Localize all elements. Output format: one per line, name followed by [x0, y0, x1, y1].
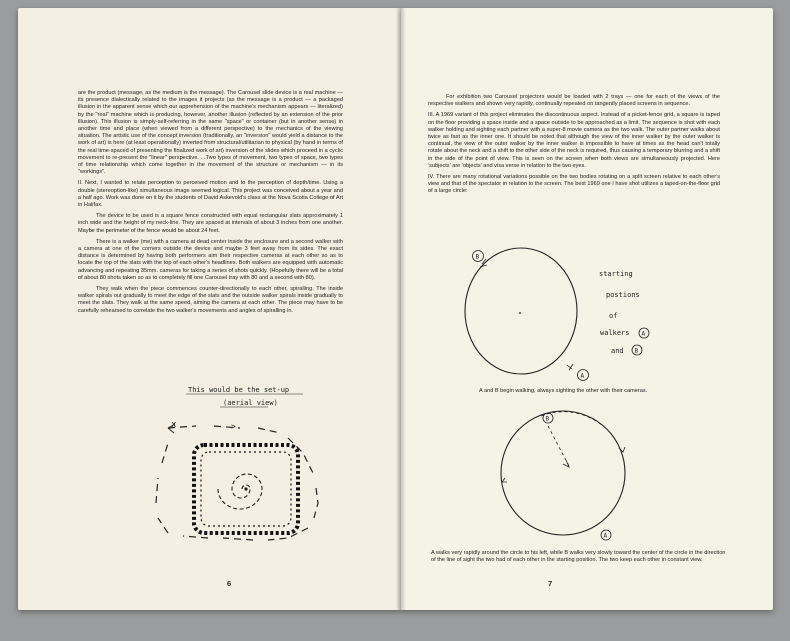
- svg-text:A: A: [641, 330, 646, 338]
- right-page: [401, 8, 773, 610]
- paragraph: are the product (message, as the medium is the message). The Carousel slide device is a real machine — its presence dialectically related to the images it projects (as the message is a product — a packaged illusion in the apparent sense which our apprehension of the machine's mechanism appears — literalized) by the "real" machine which is producing, however, another illusion (reflected by an extension of the prior illusion). This illusion is simply-self-referring in the same "space" or container (but in another sense) in another time and place (when viewed from a different perspective) to the mechanics of the viewing situation. The artistic use of the concept inversion (traditionally, an "inversion" would yield a distance to the work of art) is here (at least operationally) inverted from structural/utilitarian to physical (by hand in terms of the real time-spaced of presenting the finalized work of art) inversion of the slides which proceed in a cyclic movement to re-present the "linear" perspective. . .Two types of movement, two types of space, two types of time relationship which come together in the movement of the structure or mechanism — in its "workings".: [78, 90, 343, 176]
- paragraph: They walk when the piece commences counter-directionally to each other, spiralling. The inside walker spirals out gradually to meet the edge of the slats and the outside walker spirals inside gradually to meet the slats. They walk at the same speed, aiming the camera at each other. The piece may have to be carefully rehearsed to correlate the two walker's movements and angles of spiralling in.: [78, 286, 343, 314]
- page-number: 6: [227, 579, 232, 588]
- paragraph: III. A 1969 variant of this project eliminates the discontinuous aspect. Instead of a picket-fence grid, a square is taped on the floor providing a space inside and a space outside to be approached as a limit. The sequence is shot with each walker holding and sighting each partner with a super-8 movie camera as the two walk. The outer partner walks about twice as fast as the inner one. It should be noted that although the view of the inner walker by the outer walker is continual, the view of the outer walker by the inner walker is impossible to have at times as the head can't totally rotate about the neck and a shift to the other side of the neck is required, thus causing a temporary blurring and a shift in the side of the point of view. This is seen on the screen when both views are simultaneously projected. Here 'subjects' are 'objects' and visa verse in relation to the two eyes.: [428, 112, 720, 169]
- figure-caption: A walks very rapidly around the circle to his left, while B walks very slowly toward the center of the circle in the direction of the line of sight the two had of each other in the starting position. The two keep each other in constant view.: [431, 550, 726, 564]
- left-page: [18, 8, 401, 610]
- paragraph: IV. There are many rotational variations possible on the two bodies rotating on a split screen relative to each other's view and that of the spectator in relation to the screen. The best 1969 one I have shot utilizes a taped-on-the-floor grid of a large circle:: [428, 174, 720, 195]
- diagram-note: walkers: [600, 329, 630, 337]
- book-gutter: [396, 8, 406, 610]
- diagram-note: of: [609, 312, 618, 320]
- svg-text:x: x: [171, 420, 177, 430]
- paragraph: II. Next, I wanted to relate perception to perceived motion and to the perception of depth/time. Using a double (stereoption-like) simultaneous image seemed logical. This project was conceived about a year and a half ago. Work was done on it by the students of David Askevold's class at the Nova Scotia College of Art in Halifax.: [78, 180, 343, 209]
- paragraph: The device to be used is a square fence constructed with equal rectangular slats approximately 1 inch wide and the height of my neck-line. They are spaced at intervals of about 3 inches from one another. Maybe the perimeter of the fence would be about 24 feet.: [78, 213, 343, 234]
- svg-text:B: B: [545, 415, 550, 423]
- svg-text:A: A: [603, 532, 608, 540]
- figure-caption: A and B begin walking, always sighting the other with their cameras.: [479, 388, 648, 394]
- svg-text:>: >: [231, 422, 236, 431]
- page-number: 7: [548, 579, 553, 588]
- sketch-note: This would be the set-up: [188, 386, 290, 394]
- walker-label: B: [475, 253, 480, 261]
- paragraph: For exhibition two Carousel projectors would be loaded with 2 trays — one for each of the views of the respective walkers and shown very rapidly, continually repeated on tangently placed screens in sequence.: [428, 94, 720, 108]
- circle-diagram-walking: [401, 8, 773, 610]
- diagram-note: and: [611, 347, 624, 355]
- sketch-note: (aerial view): [223, 399, 278, 407]
- walker-label: A: [580, 372, 585, 380]
- paragraph: There is a walker (me) with a camera at dead center inside the enclosure and a second walker with a camera at one of the corners outside the device and maybe 3 feet away from its sides. The exact distance is determined by having both performers aim their respective cameras at each other so as to locate the top of the slats with the top of each other's headlines. Both walkers are equipped with automatic advancing and repeating 35mm. cameras for taking a series of shots quickly. (Hopefully there will be a total of about 80 shots taken so as to completely fill one Carousel tray with 80 and a second with 80).: [78, 238, 343, 281]
- diagram-note: postions: [606, 291, 640, 299]
- svg-text:B: B: [634, 347, 639, 355]
- diagram-note: starting: [599, 270, 633, 278]
- aerial-view-sketch: [18, 8, 401, 610]
